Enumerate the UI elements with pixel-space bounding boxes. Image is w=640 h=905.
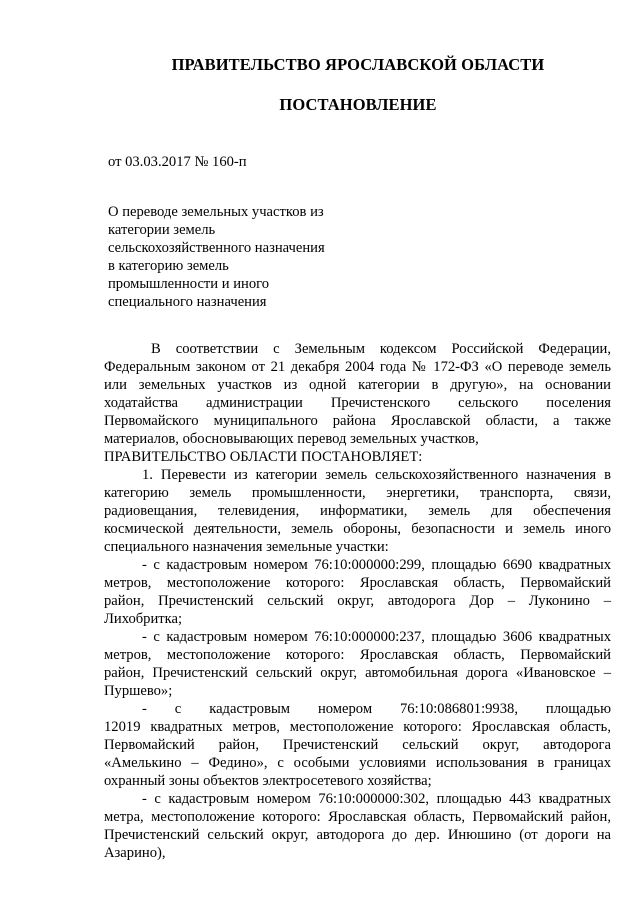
body-line: или земельных участков из одной категории в другую», на основании xyxy=(104,377,611,393)
document-body xyxy=(104,340,611,862)
body-line: Федеральным законом от 21 декабря 2004 года № 172-ФЗ «О переводе земель xyxy=(104,359,611,375)
parcel-line: Азарино), xyxy=(104,845,166,861)
body-line: радиовещания, телевидения, информатики, земель для обеспечения xyxy=(104,503,611,519)
parcel-line: - с кадастровым номером 76:10:000000:237, площадью 3606 квадратных xyxy=(142,629,611,645)
parcel-line: район, Пречистенский сельский округ, автодорога Дор – Луконино – xyxy=(104,593,611,609)
parcel-line: Пречистенский сельский округ, автодорога до дер. Инюшино (от дороги на xyxy=(104,827,611,843)
parcel-line: Первомайский район, Пречистенский сельский округ, автодорога xyxy=(104,737,611,753)
body-line: космической деятельности, земель обороны, безопасности и земель иного xyxy=(104,521,611,537)
parcel-line: 12019 квадратных метров, местоположение которого: Ярославская область, xyxy=(104,719,611,735)
parcel-line: «Амелькино – Федино», с особыми условиями использования в границах xyxy=(104,755,611,771)
parcel-line: - с кадастровым номером 76:10:000000:302, площадью 443 квадратных xyxy=(142,791,611,807)
parcel-line: район, Пречистенский сельский округ, автомобильная дорога «Ивановское – xyxy=(104,665,611,681)
resolution-line: ПРАВИТЕЛЬСТВО ОБЛАСТИ ПОСТАНОВЛЯЕТ: xyxy=(104,449,423,465)
parcel-line: Лихобритка; xyxy=(104,611,183,627)
body-line: ходатайства администрации Пречистенского сельского поселения xyxy=(104,395,611,411)
parcel-line: метров, местоположение которого: Ярославская область, Первомайский xyxy=(104,575,611,591)
subject-line: специального назначения xyxy=(108,294,267,310)
body-line: 1. Перевести из категории земель сельскохозяйственного назначения в xyxy=(142,467,611,483)
subject-line: категории земель xyxy=(108,222,216,238)
document-subject xyxy=(108,203,358,311)
body-line: категорию земель промышленности, энергетики, транспорта, связи, xyxy=(104,485,611,501)
parcel-line: Пуршево»; xyxy=(104,683,173,699)
parcel-line: - с кадастровым номером 76:10:000000:299, площадью 6690 квадратных xyxy=(142,557,611,573)
subject-line: О переводе земельных участков из xyxy=(108,204,324,220)
document-type-heading: ПОСТАНОВЛЕНИЕ xyxy=(279,95,437,114)
document-date: от 03.03.2017 № 160-п xyxy=(108,154,247,170)
parcel-line: метра, местоположение которого: Ярославская область, Первомайский район, xyxy=(104,809,611,825)
body-line: специального назначения земельные участки: xyxy=(104,539,389,555)
organization-heading: ПРАВИТЕЛЬСТВО ЯРОСЛАВСКОЙ ОБЛАСТИ xyxy=(171,55,545,74)
parcel-line: метров, местоположение которого: Ярославская область, Первомайский xyxy=(104,647,611,663)
body-line: материалов, обосновывающих перевод земельных участков, xyxy=(104,431,479,447)
parcel-line: охранный зоны объектов электросетевого хозяйства; xyxy=(104,773,432,789)
parcel-line: - с кадастровым номером 76:10:086801:9938, площадью xyxy=(142,701,611,717)
body-line: В соответствии с Земельным кодексом Российской Федерации, xyxy=(151,341,611,357)
body-line: Первомайского муниципального района Ярославской области, а также xyxy=(104,413,611,429)
subject-line: промышленности и иного xyxy=(108,276,270,292)
subject-line: сельскохозяйственного назначения xyxy=(108,240,325,256)
subject-line: в категорию земель xyxy=(108,258,229,274)
